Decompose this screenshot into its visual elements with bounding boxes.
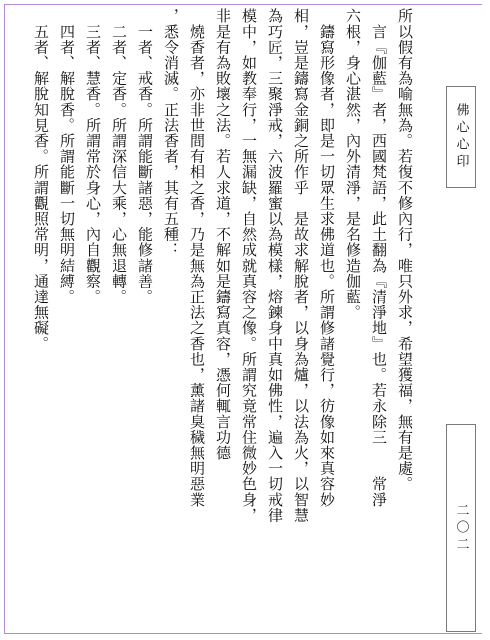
text-column: 模中，如教奉行，一無漏缺，自然成就真容之像。所謂究竟常住微妙色身， <box>240 8 258 523</box>
text-column: 一者、戒香。所謂能斷諸惡，能修諸善。 <box>136 8 154 305</box>
header-label: 佛心心印 <box>446 86 476 188</box>
text-column: 相，豈是鑄寫金銅之所作乎 是故求解脫者，以身為爐，以法為火，以智慧 <box>292 8 310 523</box>
text-column: 三者、慧香。所謂常於身心，內自觀察。 <box>84 8 102 305</box>
text-column: 為巧匠，三聚淨戒，六波羅蜜以為模樣，熔鍊身中真如佛性，遍入一切戒律 <box>266 8 284 523</box>
text-column: 言『伽藍』者，西國梵語，此土翻為『清淨地』也。若永除三 常淨 <box>370 8 388 508</box>
text-column: 五者、解脫知見香。所謂觀照常明，通達無礙。 <box>32 8 50 352</box>
text-column: 燒香者，亦非世間有相之香，乃是無為正法之香也，薰諸臭穢無明惡業 <box>188 8 206 508</box>
text-column: 非是有為敗壞之法。若人求道，不解如是鑄寫真容，憑何輒言功德 <box>214 8 232 461</box>
text-column: 四者、解脫香。所謂能斷一切無明結縛。 <box>58 8 76 305</box>
text-body <box>28 8 416 630</box>
text-column: ，悉令消滅。正法香者，其有五種： <box>162 8 180 258</box>
text-column: 所以假有為喻無為。若復不修內行，唯只外求，希望獲福，無有是處。 <box>396 8 414 492</box>
text-column: 鑄寫形像者，即是一切眾生求佛道也。所謂修諸覺行，彷像如來真容妙 <box>318 8 336 508</box>
text-column: 二者、定香。所謂深信大乘，心無退轉。 <box>110 8 128 305</box>
text-column: 六根，身心湛然，內外清淨，是名修造伽藍。 <box>344 8 362 320</box>
page-number: 二〇二 <box>446 424 476 632</box>
